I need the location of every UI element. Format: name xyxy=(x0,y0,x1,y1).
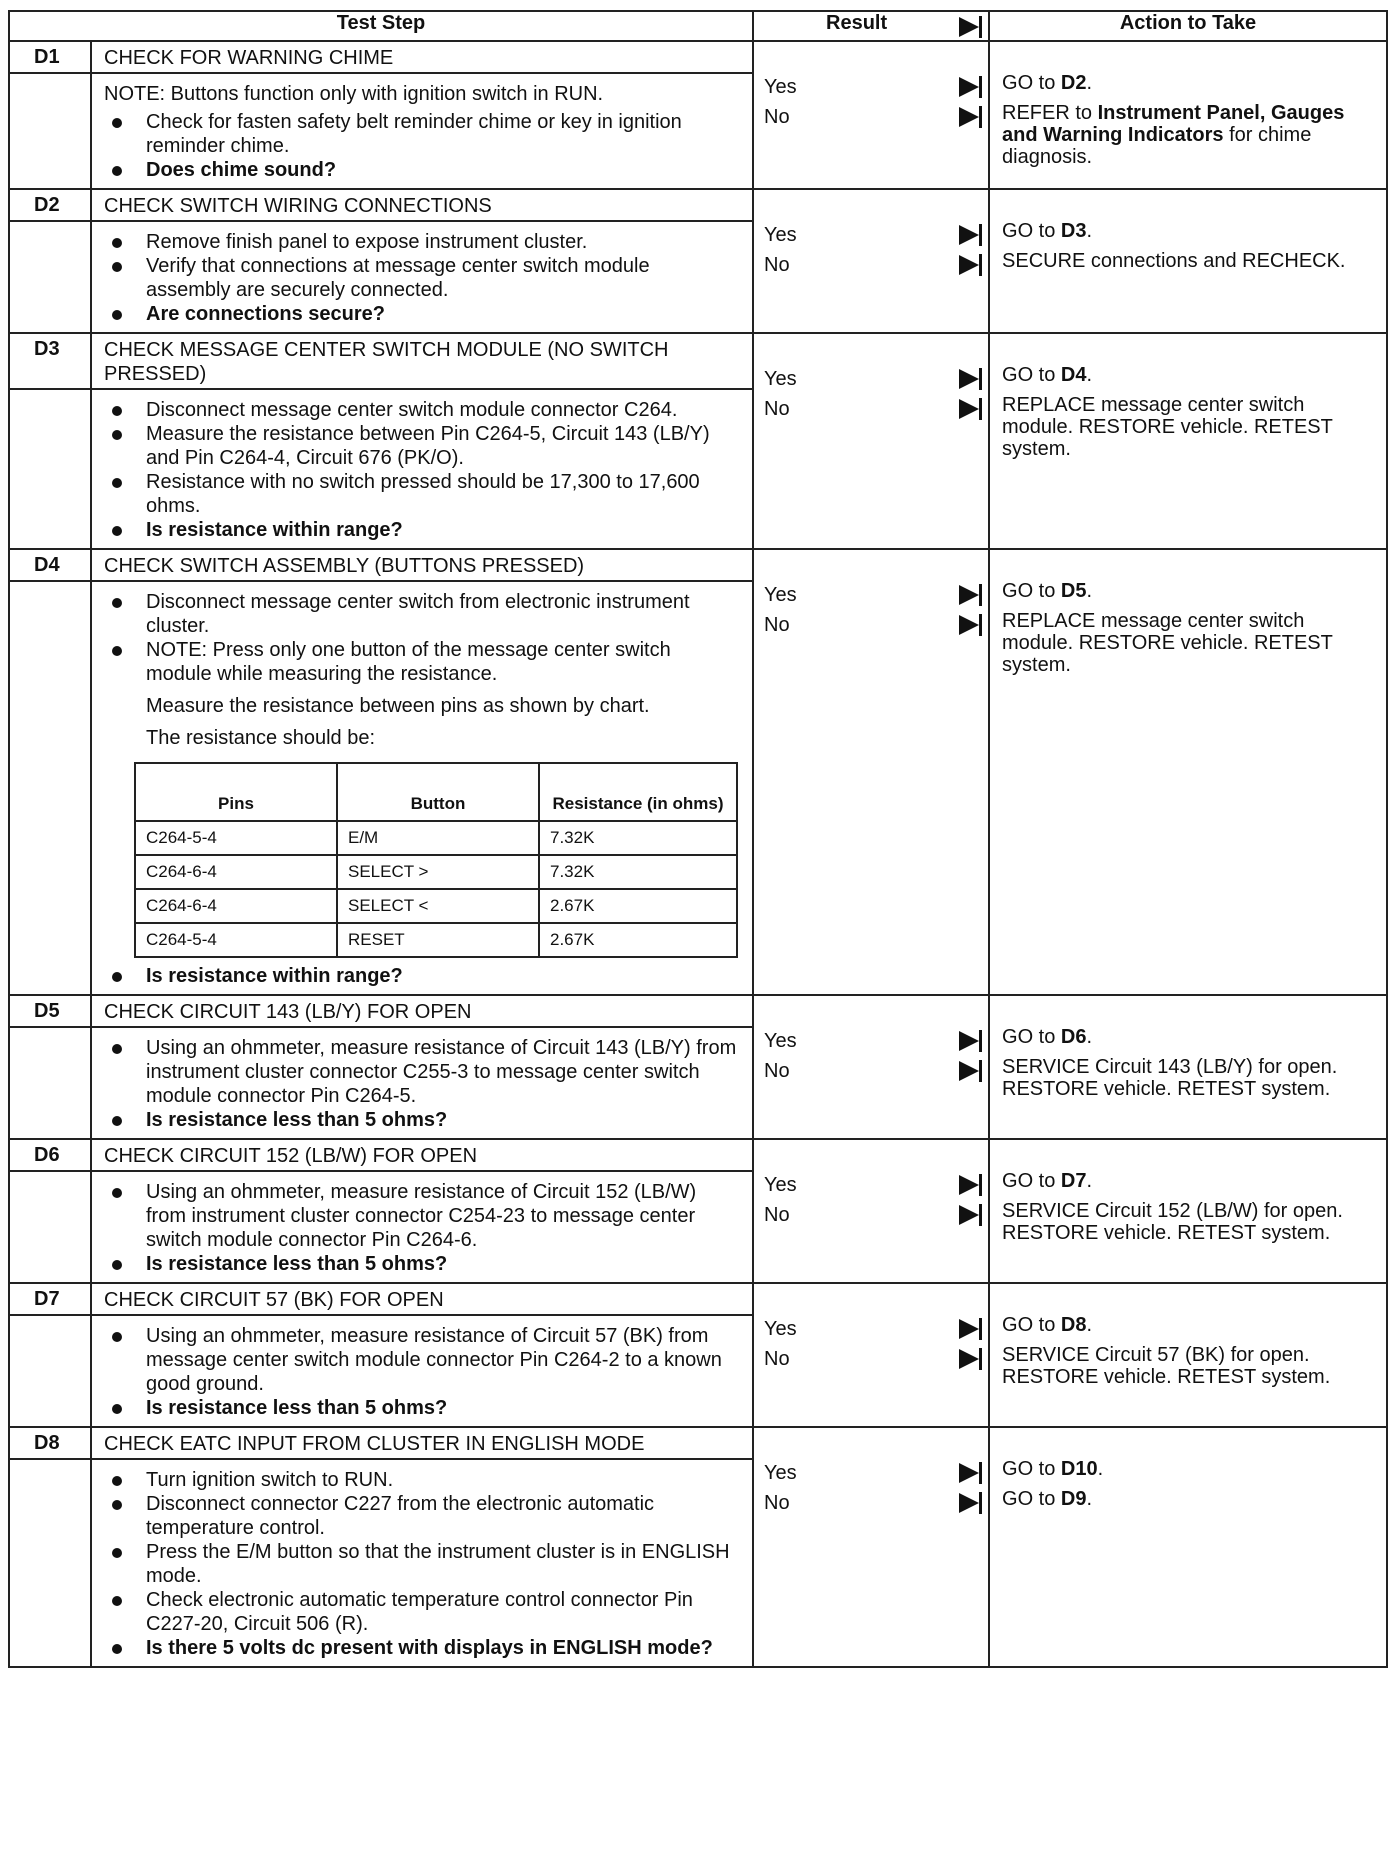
result-cell xyxy=(753,189,989,333)
resistance-row xyxy=(135,821,737,855)
result-no-label: No xyxy=(764,398,790,420)
step-bullet: NOTE: Press only one button of the message center switch module while measuring the resistance. xyxy=(104,638,738,686)
resistance-cell: E/M xyxy=(337,821,539,855)
step-question-list xyxy=(104,158,738,182)
resistance-header: Resistance (in ohms) xyxy=(539,763,737,821)
step-id-blank xyxy=(9,1315,91,1427)
result-no xyxy=(754,250,988,280)
action-no: GO to D9. xyxy=(1002,1488,1093,1510)
action-yes: GO to D3. xyxy=(1002,220,1093,242)
action-ref: D3 xyxy=(1060,220,1087,242)
step-id: D2 xyxy=(9,189,91,221)
result-list xyxy=(754,1428,988,1518)
action-cell xyxy=(989,41,1387,189)
step-id: D7 xyxy=(9,1283,91,1315)
action-cell xyxy=(989,549,1387,995)
arrow-icon xyxy=(959,1462,982,1484)
result-no-label: No xyxy=(764,1492,790,1514)
resistance-table xyxy=(134,762,738,958)
action-list xyxy=(990,550,1386,688)
resistance-cell: 2.67K xyxy=(539,889,737,923)
result-yes xyxy=(754,1458,988,1488)
result-no xyxy=(754,1344,988,1374)
resistance-cell: C264-6-4 xyxy=(135,889,337,923)
result-list xyxy=(754,1284,988,1374)
arrow-icon xyxy=(959,76,982,98)
action-cell xyxy=(989,189,1387,333)
step-id-blank xyxy=(9,581,91,995)
result-no xyxy=(754,394,988,424)
resistance-cell: C264-6-4 xyxy=(135,855,337,889)
result-yes-label: Yes xyxy=(764,368,797,390)
result-no xyxy=(754,102,988,132)
result-cell xyxy=(753,1139,989,1283)
step-bullets xyxy=(104,110,738,158)
arrow-icon xyxy=(959,1204,982,1226)
step-bullets xyxy=(104,398,738,518)
result-cell xyxy=(753,995,989,1139)
result-cell xyxy=(753,1427,989,1667)
resistance-cell: SELECT > xyxy=(337,855,539,889)
step-question: Does chime sound? xyxy=(104,158,738,182)
step-id-blank xyxy=(9,1459,91,1667)
arrow-icon xyxy=(959,106,982,128)
result-yes xyxy=(754,364,988,394)
step-id: D5 xyxy=(9,995,91,1027)
step-id: D1 xyxy=(9,41,91,73)
result-cell xyxy=(753,41,989,189)
step-id-blank xyxy=(9,1171,91,1283)
action-cell xyxy=(989,1139,1387,1283)
step-title: CHECK CIRCUIT 152 (LB/W) FOR OPEN xyxy=(91,1139,753,1171)
step-bullet: Press the E/M button so that the instrument cluster is in ENGLISH mode. xyxy=(104,1540,738,1588)
step-bullets xyxy=(104,1180,738,1252)
step-body xyxy=(91,1027,753,1139)
result-no-label: No xyxy=(764,614,790,636)
step-bullet: Using an ohmmeter, measure resistance of Circuit 152 (LB/W) from instrument cluster connector C254-23 to message center switch module connector Pin C264-6. xyxy=(104,1180,738,1252)
result-cell xyxy=(753,1283,989,1427)
step-bullet: Disconnect connector C227 from the electronic automatic temperature control. xyxy=(104,1492,738,1540)
header-row xyxy=(9,11,1387,41)
step-title-row xyxy=(9,41,1387,73)
action-ref: D8 xyxy=(1060,1314,1087,1336)
result-no-label: No xyxy=(764,1060,790,1082)
resistance-cell: 7.32K xyxy=(539,821,737,855)
action-cell xyxy=(989,995,1387,1139)
action-no: SERVICE Circuit 143 (LB/Y) for open. RESTORE vehicle. RETEST system. xyxy=(1002,1056,1338,1100)
step-body xyxy=(91,221,753,333)
header-action: Action to Take xyxy=(989,11,1387,41)
arrow-icon xyxy=(959,1492,982,1514)
step-id: D6 xyxy=(9,1139,91,1171)
action-ref: D9 xyxy=(1060,1488,1087,1510)
action-yes: GO to D8. xyxy=(1002,1314,1093,1336)
step-title: CHECK SWITCH WIRING CONNECTIONS xyxy=(91,189,753,221)
resistance-cell: RESET xyxy=(337,923,539,957)
step-extra: Measure the resistance between pins as shown by chart. xyxy=(146,695,650,717)
result-yes xyxy=(754,72,988,102)
resistance-cell: 2.67K xyxy=(539,923,737,957)
result-list xyxy=(754,190,988,280)
resistance-row xyxy=(135,889,737,923)
step-bullet: Using an ohmmeter, measure resistance of Circuit 143 (LB/Y) from instrument cluster connector C255-3 to message center switch module connector Pin C264-5. xyxy=(104,1036,738,1108)
action-list xyxy=(990,1140,1386,1256)
action-no: REPLACE message center switch module. RESTORE vehicle. RETEST system. xyxy=(1002,394,1333,460)
step-title: CHECK CIRCUIT 57 (BK) FOR OPEN xyxy=(91,1283,753,1315)
step-note: NOTE: Buttons function only with ignition switch in RUN. xyxy=(104,83,604,105)
step-bullet: Check electronic automatic temperature control connector Pin C227-20, Circuit 506 (R). xyxy=(104,1588,738,1636)
arrow-icon xyxy=(959,584,982,606)
diagnostic-page xyxy=(8,10,1392,1668)
step-bullets xyxy=(104,590,738,686)
action-list xyxy=(990,1428,1386,1522)
action-cell xyxy=(989,333,1387,549)
step-id: D4 xyxy=(9,549,91,581)
step-body xyxy=(91,1315,753,1427)
arrow-icon xyxy=(959,224,982,246)
step-question: Is resistance less than 5 ohms? xyxy=(104,1108,738,1132)
resistance-row xyxy=(135,923,737,957)
arrow-icon xyxy=(959,614,982,636)
action-ref: D10 xyxy=(1060,1458,1098,1480)
step-title-row xyxy=(9,189,1387,221)
action-yes: GO to D5. xyxy=(1002,580,1093,602)
step-extra: The resistance should be: xyxy=(146,727,376,749)
action-no: SERVICE Circuit 152 (LB/W) for open. RESTORE vehicle. RETEST system. xyxy=(1002,1200,1343,1244)
step-question: Is resistance less than 5 ohms? xyxy=(104,1252,738,1276)
step-id: D8 xyxy=(9,1427,91,1459)
step-question: Is resistance less than 5 ohms? xyxy=(104,1396,738,1420)
step-title-row xyxy=(9,1427,1387,1459)
action-ref: D7 xyxy=(1060,1170,1087,1192)
arrow-icon xyxy=(959,1060,982,1082)
arrow-icon xyxy=(959,1174,982,1196)
arrow-icon xyxy=(959,1030,982,1052)
arrow-icon xyxy=(959,1318,982,1340)
step-bullet: Using an ohmmeter, measure resistance of Circuit 57 (BK) from message center switch module connector Pin C264-2 to a known good ground. xyxy=(104,1324,738,1396)
action-ref: D5 xyxy=(1060,580,1087,602)
action-list xyxy=(990,190,1386,284)
step-id-blank xyxy=(9,73,91,189)
result-list xyxy=(754,550,988,640)
result-list xyxy=(754,42,988,132)
arrow-icon xyxy=(959,398,982,420)
step-question-list xyxy=(104,1396,738,1420)
result-no-label: No xyxy=(764,106,790,128)
resistance-cell: 7.32K xyxy=(539,855,737,889)
header-result-label: Result xyxy=(826,12,888,34)
result-yes xyxy=(754,1314,988,1344)
step-id-blank xyxy=(9,1027,91,1139)
result-no-label: No xyxy=(764,1204,790,1226)
action-no: REFER to Instrument Panel, Gauges and Warning Indicators for chime diagnosis. xyxy=(1002,102,1345,168)
resistance-row xyxy=(135,855,737,889)
result-list xyxy=(754,996,988,1086)
resistance-header: Pins xyxy=(135,763,337,821)
step-question-list xyxy=(104,302,738,326)
result-yes xyxy=(754,1026,988,1056)
result-list xyxy=(754,334,988,424)
result-yes-label: Yes xyxy=(764,76,797,98)
step-bullet: Verify that connections at message center switch module assembly are securely connected. xyxy=(104,254,738,302)
result-no-label: No xyxy=(764,254,790,276)
action-list xyxy=(990,42,1386,180)
step-bullet: Check for fasten safety belt reminder chime or key in ignition reminder chime. xyxy=(104,110,738,158)
action-yes: GO to D4. xyxy=(1002,364,1093,386)
resistance-cell: C264-5-4 xyxy=(135,923,337,957)
step-bullets xyxy=(104,1036,738,1108)
step-title-row xyxy=(9,1139,1387,1171)
step-bullet: Turn ignition switch to RUN. xyxy=(104,1468,738,1492)
step-title: CHECK SWITCH ASSEMBLY (BUTTONS PRESSED) xyxy=(91,549,753,581)
step-body xyxy=(91,73,753,189)
result-no xyxy=(754,1056,988,1086)
step-body xyxy=(91,581,753,995)
result-cell xyxy=(753,549,989,995)
step-body xyxy=(91,1171,753,1283)
action-yes: GO to D7. xyxy=(1002,1170,1093,1192)
step-body xyxy=(91,389,753,549)
result-yes-label: Yes xyxy=(764,224,797,246)
result-yes-label: Yes xyxy=(764,1174,797,1196)
result-yes xyxy=(754,220,988,250)
result-yes-label: Yes xyxy=(764,1318,797,1340)
step-question: Are connections secure? xyxy=(104,302,738,326)
action-list xyxy=(990,1284,1386,1400)
step-body xyxy=(91,1459,753,1667)
step-question: Is resistance within range? xyxy=(104,964,738,988)
action-ref: D6 xyxy=(1060,1026,1087,1048)
step-bullets xyxy=(104,230,738,302)
step-question-list xyxy=(104,1636,738,1660)
step-bullet: Measure the resistance between Pin C264-5, Circuit 143 (LB/Y) and Pin C264-4, Circuit 676 (PK/O). xyxy=(104,422,738,470)
action-ref: D4 xyxy=(1060,364,1087,386)
result-no xyxy=(754,1488,988,1518)
action-no: SECURE connections and RECHECK. xyxy=(1002,250,1346,272)
step-bullet: Resistance with no switch pressed should be 17,300 to 17,600 ohms. xyxy=(104,470,738,518)
result-no xyxy=(754,610,988,640)
action-ref: Instrument Panel, Gauges and Warning Indicators xyxy=(1002,102,1345,146)
step-title-row xyxy=(9,1283,1387,1315)
arrow-icon xyxy=(959,1348,982,1370)
step-id-blank xyxy=(9,389,91,549)
step-question: Is there 5 volts dc present with displays in ENGLISH mode? xyxy=(104,1636,738,1660)
step-bullets xyxy=(104,1324,738,1396)
step-question-list xyxy=(104,1108,738,1132)
step-bullet: Disconnect message center switch from electronic instrument cluster. xyxy=(104,590,738,638)
result-yes-label: Yes xyxy=(764,1462,797,1484)
header-result xyxy=(753,11,989,41)
arrow-icon xyxy=(959,16,982,38)
step-title-row xyxy=(9,333,1387,389)
step-question: Is resistance within range? xyxy=(104,518,738,542)
step-bullet: Remove finish panel to expose instrument cluster. xyxy=(104,230,738,254)
step-title: CHECK CIRCUIT 143 (LB/Y) FOR OPEN xyxy=(91,995,753,1027)
result-list xyxy=(754,1140,988,1230)
step-title-row xyxy=(9,995,1387,1027)
resistance-header-row xyxy=(135,763,737,821)
action-no: SERVICE Circuit 57 (BK) for open. RESTORE vehicle. RETEST system. xyxy=(1002,1344,1331,1388)
arrow-icon xyxy=(959,254,982,276)
arrow-icon xyxy=(959,368,982,390)
result-yes xyxy=(754,1170,988,1200)
action-no: REPLACE message center switch module. RESTORE vehicle. RETEST system. xyxy=(1002,610,1333,676)
action-yes: GO to D10. xyxy=(1002,1458,1104,1480)
action-list xyxy=(990,996,1386,1112)
action-cell xyxy=(989,1427,1387,1667)
action-yes: GO to D2. xyxy=(1002,72,1093,94)
action-yes: GO to D6. xyxy=(1002,1026,1093,1048)
action-list xyxy=(990,334,1386,472)
result-no-label: No xyxy=(764,1348,790,1370)
step-bullet: Disconnect message center switch module connector C264. xyxy=(104,398,738,422)
diagnostic-table xyxy=(8,10,1388,1668)
step-question-list xyxy=(104,1252,738,1276)
step-question-list xyxy=(104,518,738,542)
action-cell xyxy=(989,1283,1387,1427)
result-yes-label: Yes xyxy=(764,1030,797,1052)
step-id: D3 xyxy=(9,333,91,389)
result-no xyxy=(754,1200,988,1230)
step-title: CHECK MESSAGE CENTER SWITCH MODULE (NO SWITCH PRESSED) xyxy=(91,333,753,389)
step-id-blank xyxy=(9,221,91,333)
step-title-row xyxy=(9,549,1387,581)
resistance-cell: SELECT < xyxy=(337,889,539,923)
header-test-step: Test Step xyxy=(9,11,753,41)
step-bullets xyxy=(104,1468,738,1636)
step-question-list xyxy=(104,964,738,988)
resistance-header: Button xyxy=(337,763,539,821)
step-title: CHECK EATC INPUT FROM CLUSTER IN ENGLISH MODE xyxy=(91,1427,753,1459)
result-cell xyxy=(753,333,989,549)
resistance-cell: C264-5-4 xyxy=(135,821,337,855)
result-yes-label: Yes xyxy=(764,584,797,606)
result-yes xyxy=(754,580,988,610)
action-ref: D2 xyxy=(1060,72,1087,94)
step-title: CHECK FOR WARNING CHIME xyxy=(91,41,753,73)
